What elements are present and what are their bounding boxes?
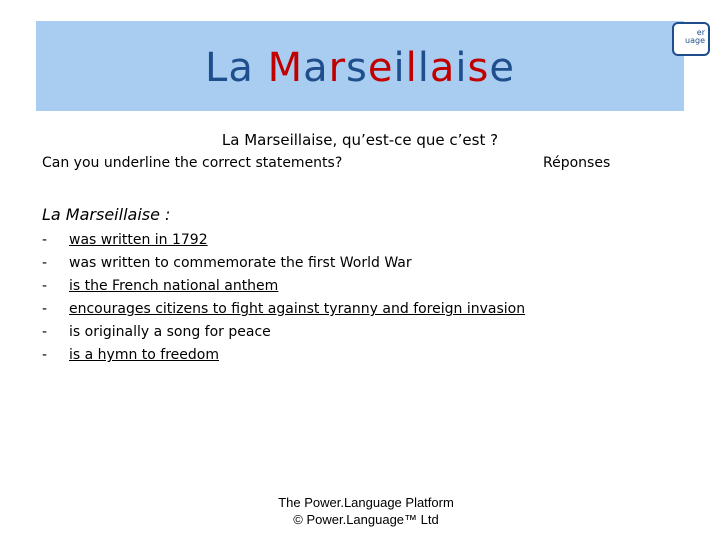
statement-text: is originally a song for peace xyxy=(69,324,271,340)
title-letter xyxy=(254,44,268,92)
title-letter: e xyxy=(489,45,515,91)
title-letter: s xyxy=(467,45,490,91)
title-letter: r xyxy=(328,45,347,91)
list-heading: La Marseillaise : xyxy=(42,205,171,224)
list-dash: - xyxy=(42,301,48,317)
title-letter: l xyxy=(405,45,418,91)
page-title xyxy=(36,44,684,92)
footer-line1: The Power.Language Platform xyxy=(278,495,454,510)
list-dash: - xyxy=(42,232,48,248)
answers-label: Réponses xyxy=(543,155,611,171)
statement-text: is a hymn to freedom xyxy=(69,347,219,363)
title-letter: L xyxy=(205,45,229,91)
footer xyxy=(0,494,720,528)
title-letter: i xyxy=(393,45,406,91)
title-letter: i xyxy=(455,45,468,91)
list-dash: - xyxy=(42,255,48,271)
footer-line2: © Power.Language™ Ltd xyxy=(293,512,439,527)
title-letter: l xyxy=(417,45,430,91)
title-letter: a xyxy=(303,45,329,91)
subtitle: La Marseillaise, qu’est-ce que c’est ? xyxy=(221,131,499,149)
logo-text-line2: uage xyxy=(685,36,705,45)
statement-text: was written in 1792 xyxy=(69,232,208,248)
list-dash: - xyxy=(42,324,48,340)
statement-text: is the French national anthem xyxy=(69,278,279,294)
list-dash: - xyxy=(42,278,48,294)
title-letter: a xyxy=(429,45,456,91)
title-letter: a xyxy=(228,45,254,91)
list-dash: - xyxy=(42,347,48,363)
title-letter: M xyxy=(267,45,304,91)
title-letter: s xyxy=(346,45,368,91)
powerlanguage-logo xyxy=(672,22,710,56)
title-letter: e xyxy=(367,45,394,91)
logo-text-line1: er xyxy=(696,28,705,37)
statement-text: encourages citizens to fight against tyranny and foreign invasion xyxy=(69,301,526,317)
instruction-text: Can you underline the correct statements? xyxy=(42,155,343,171)
statement-text: was written to commemorate the first World War xyxy=(69,255,412,271)
